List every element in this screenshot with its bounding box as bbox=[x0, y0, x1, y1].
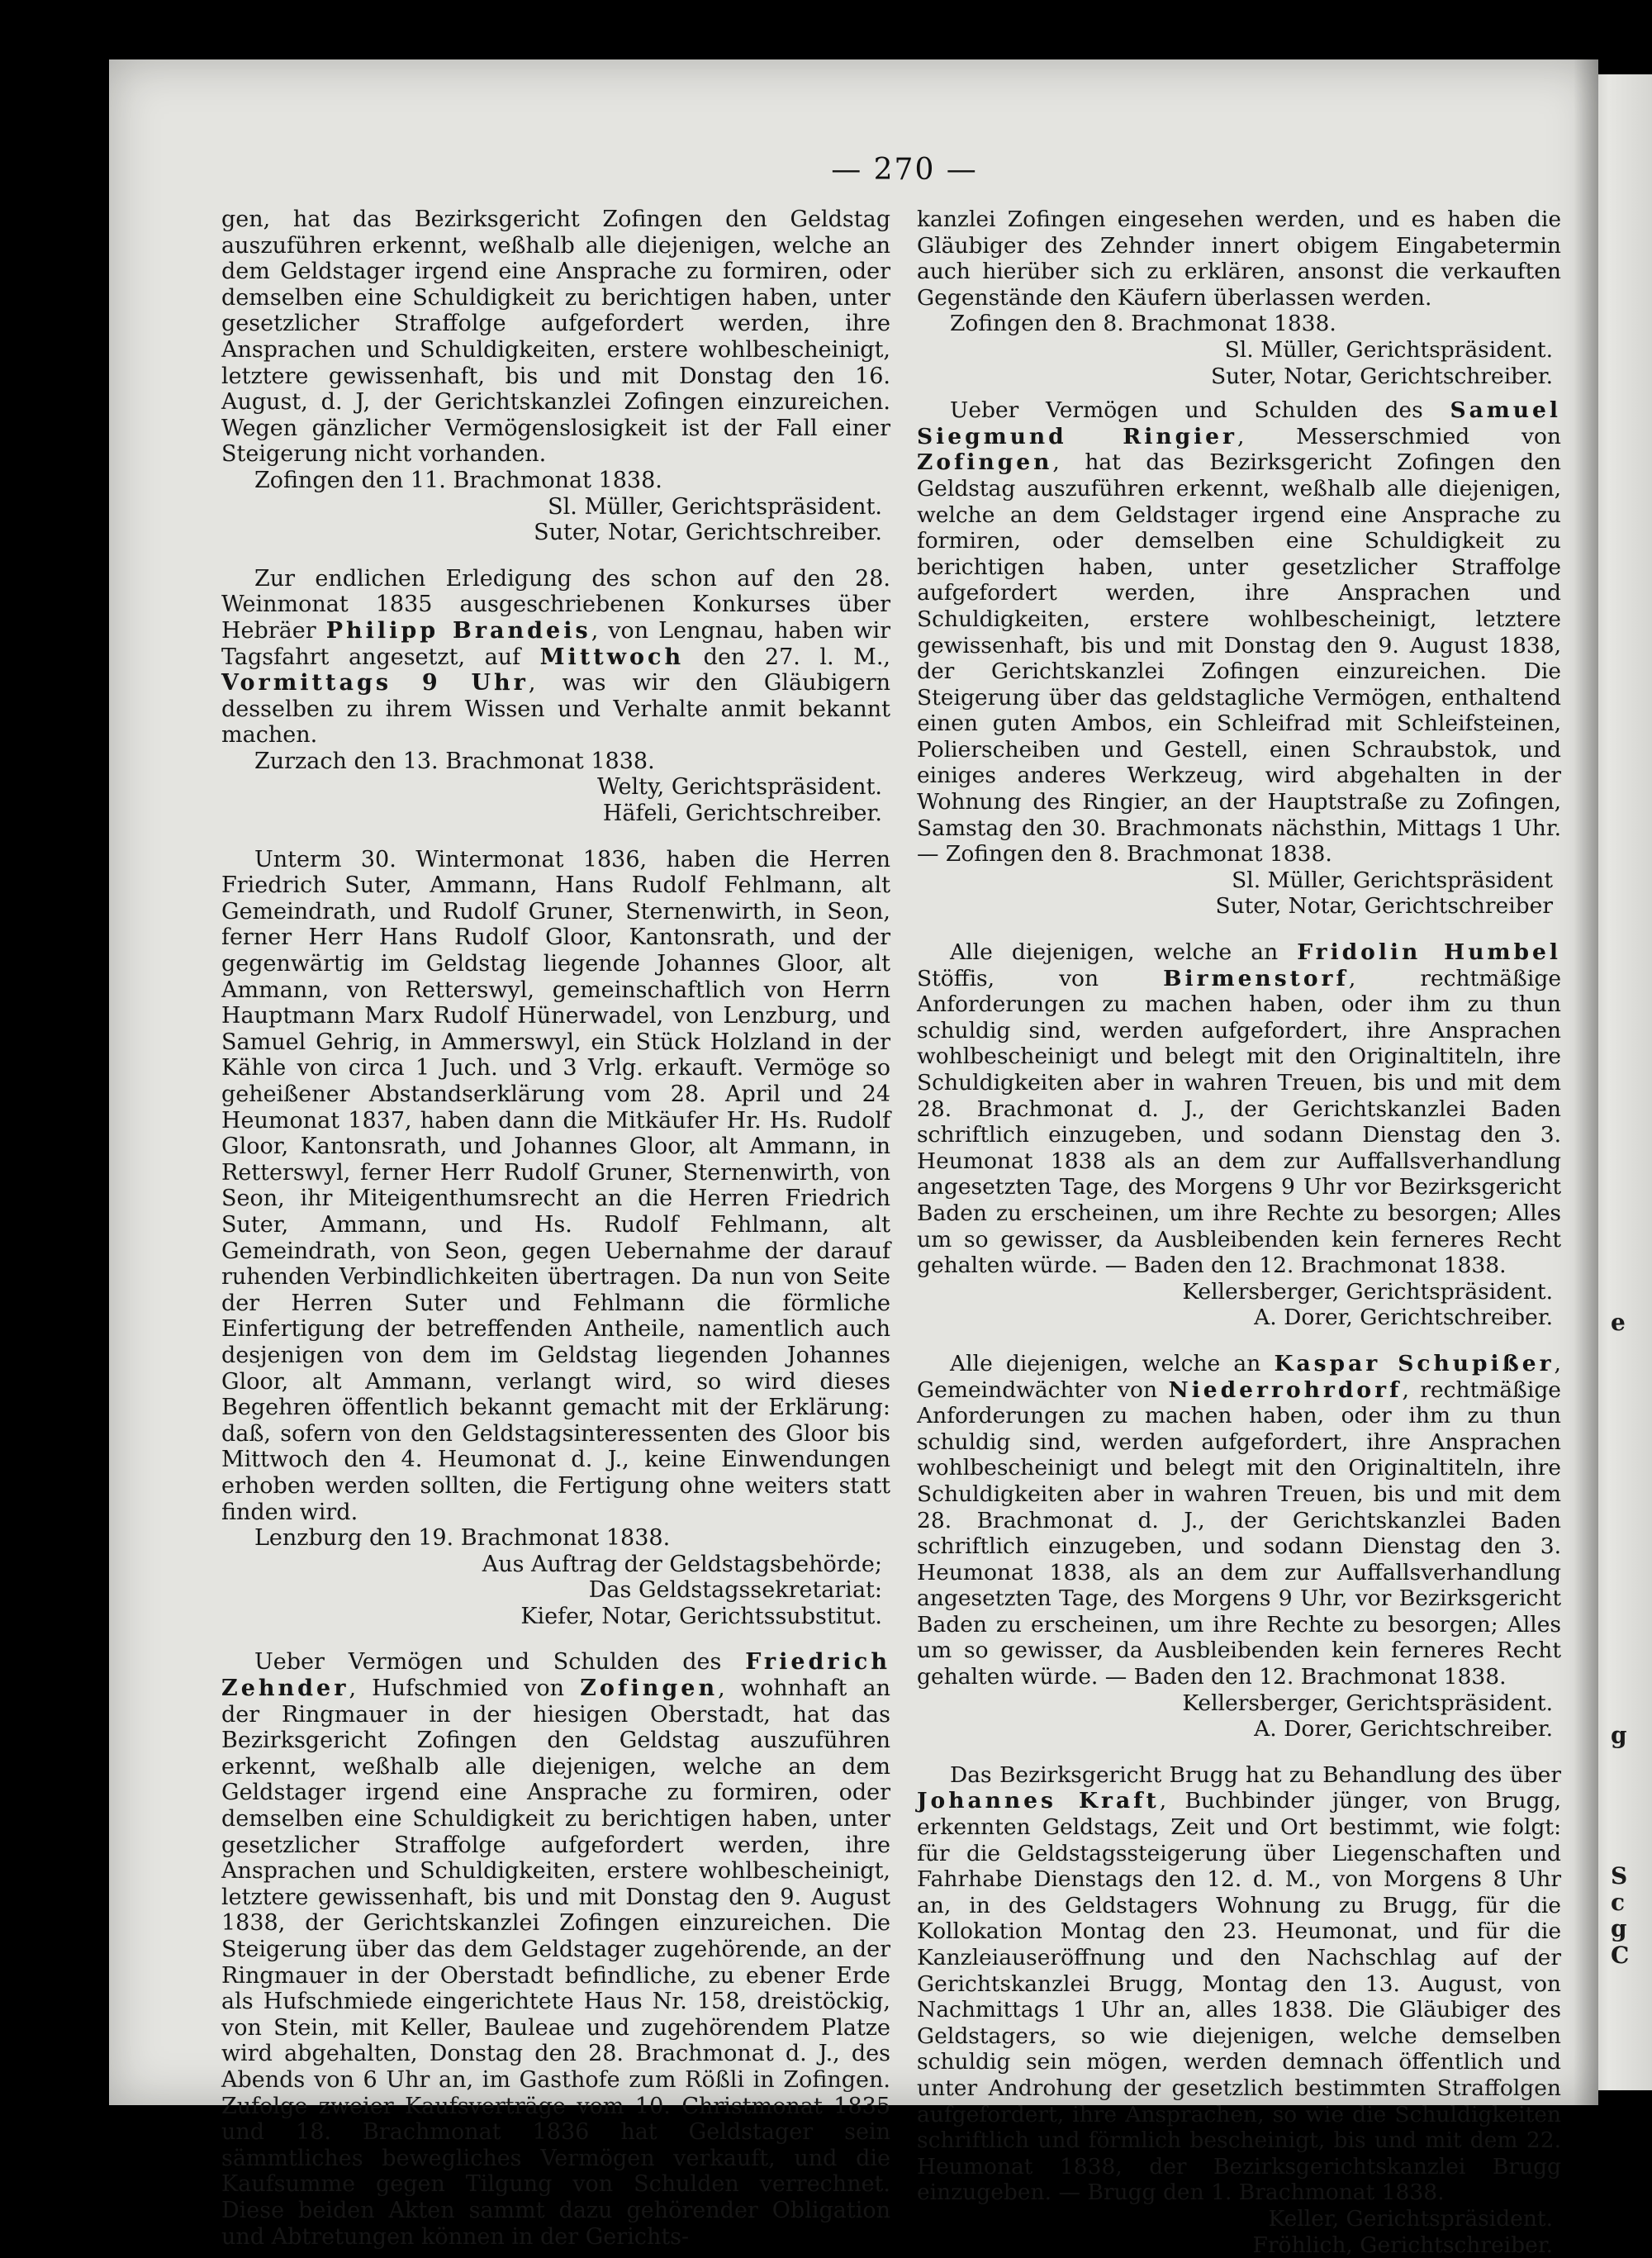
margin-fragment: g bbox=[1611, 1722, 1627, 1749]
signature-president: Kellersberger, Gerichtspräsident. bbox=[1182, 1278, 1553, 1305]
notice-date: Lenzburg den 19. Brachmonat 1838. bbox=[254, 1525, 671, 1552]
margin-fragment: c bbox=[1611, 1889, 1626, 1916]
notice-text: , rechtmäßige Anforderungen zu machen haben, oder ihm zu thun schuldig sind, werden aufgefordert, ihre Ansprachen wohlbescheinigt und belegt mit den Originaltiteln, ihre Schuldigkeiten aber in wahren Treuen, bis und mit dem 28. Brachmonat d. J., der Gerichtskanzlei Baden schriftlich einzugeben, und sodann Dienstag den 3. Heumonat 1838, als an dem zur Auffallsverhandlung angesetzten Tage, des Morgens 9 Uhr, vor Bezirksgericht Baden zu erscheinen, um ihre Rechte zu besorgen; Alles um so gewisser, da Ausbleibenden kein ferneres Recht gehalten würde. — Baden den 12. Brachmonat 1838. bbox=[917, 1376, 1561, 1690]
notice-body: kanzlei Zofingen eingesehen werden, und es haben die Gläubiger des Zehnder innert obigem Eingabetermin auch hierüber sich zu erklären, ansonst die verkauften Gegenstände den Käufern überlassen werden. bbox=[917, 207, 1561, 311]
margin-fragment: e bbox=[1611, 1309, 1626, 1336]
person-name: Fridolin Humbel bbox=[1297, 939, 1561, 966]
person-name: Philipp Brandeis bbox=[325, 617, 591, 644]
notice-schupisser bbox=[917, 1351, 1561, 1742]
place-name: Niederrohrdorf bbox=[1168, 1376, 1403, 1403]
notice-date: Zurzach den 13. Brachmonat 1838. bbox=[254, 748, 655, 774]
notice-text: Alle diejenigen, welche an bbox=[950, 939, 1279, 966]
notice-text: , Buchbinder jünger, von Brugg, erkennten Geldstags, Zeit und Ort bestimmt, wie folgt: für die Geldstagssteigerung über Liegenschaften und Fahrhabe Dienstags den 12. d. M., von Morgens 8 Uhr an, in des Geldstagers Wohnung zu Brugg, für die Kollokation Montag den 23. Heumonat, und für die Kanzleiauseröffnung und den Nachschlag auf der Gerichtskanzlei Brugg, Montag den 13. August, von Nachmittags 1 Uhr an, alles 1838. Die Gläubiger des Geldstagers, so wie diejenigen, welche demselben schuldig sein mögen, werden demnach öffentlich und unter Androhung der gesetzlich bestimmten Straffolgen aufgefordert, ihre Ansprachen, so wie die Schuldigkeiten schriftlich und förmlich bescheinigt, bis und mit dem 22. Heumonat 1838, der Bezirksgerichtskanzlei Brugg einzugeben. — Brugg den 1. Brachmonat 1838. bbox=[917, 1788, 1561, 2206]
notice-text: , was wir den Gläubigern desselben zu ihrem Wissen und Verhalte anmit bekannt machen. bbox=[221, 670, 890, 749]
signature-clerk: Suter, Notar, Gerichtschreiber bbox=[1215, 893, 1553, 920]
signature-clerk: A. Dorer, Gerichtschreiber. bbox=[1254, 1305, 1553, 1331]
notice-brandeis bbox=[221, 566, 890, 827]
margin-fragment: C bbox=[1611, 1942, 1630, 1969]
signature-substitute: Kiefer, Notar, Gerichtssubstitut. bbox=[520, 1603, 882, 1629]
notice-kraft bbox=[917, 1762, 1561, 2258]
signature-president: Kellersberger, Gerichtspräsident. bbox=[1182, 1690, 1553, 1716]
notice-date: Zofingen den 11. Brachmonat 1838. bbox=[254, 467, 662, 493]
place-name: Zofingen bbox=[580, 1676, 719, 1702]
notice-text: Ueber Vermögen und Schulden des bbox=[950, 397, 1423, 424]
signature-president: Sl. Müller, Gerichtspräsident. bbox=[548, 493, 882, 520]
signature-secretariat: Das Geldstagssekretariat: bbox=[588, 1577, 882, 1604]
notice-zehnder-continued bbox=[917, 207, 1561, 389]
person-name: Johannes Kraft bbox=[917, 1788, 1160, 1814]
page-number: — 270 — bbox=[831, 153, 978, 187]
notice-body bbox=[917, 397, 1561, 868]
notice-text: Stöffis, von bbox=[917, 965, 1099, 991]
notice-text: , Gemeindwächter von bbox=[917, 1350, 1561, 1403]
signature-clerk: Suter, Notar, Gerichtschreiber. bbox=[534, 520, 882, 546]
next-page-edge bbox=[1590, 74, 1652, 2090]
notice-text: , wohnhaft an der Ringmauer in der hiesigen Oberstadt, hat das Bezirksgericht Zofingen den Geldstag auszuführen erkennt, weßhalb alle diejenigen, welche an dem Geldstager irgend eine Ansprache zu formiren, oder demselben eine Schuldigkeit zu berichtigen haben, unter gesetzlicher Straffolge aufgefordert werden, ihre Ansprachen und Schuldigkeiten, erstere wohlbescheinigt, letztere gewissenhaft, bis und mit Donstag den 9. August 1838, der Gerichtskanzlei Zofingen einzureichen. Die Steigerung über das dem Geldstager zugehörende, an der Ringmauer in der Oberstadt befindliche, zu ebener Erde als Hufschmiede eingerichtete Haus Nr. 158, dreistöckig, von Stein, mit Keller, Bauleae und zugehörendem Platze wird abgehalten, Donstag den 28. Brachmonat d. J., des Abends von 6 Uhr an, im Gasthofe zum Rößli in Zofingen. Zufolge zweier Kaufsverträge vom 10. Christmonat 1835 und 18. Brachmonat 1836 hat Geldstager sein sämmtliches bewegliches Vermögen verkauft, und die Kaufsumme gegen Tilgung von Schulden verrechnet. Diese beiden Akten sammt dazu gehörender Obligation und Abtretungen können in der Gerichts- bbox=[221, 1676, 890, 2250]
margin-fragment: g bbox=[1611, 1915, 1627, 1942]
notice-text: Zur endlichen Erledigung des schon auf den 28. Weinmonat 1835 ausgeschriebenen Konkurses über Hebräer bbox=[221, 565, 890, 644]
notice-text: , hat das Bezirksgericht Zofingen den Geldstag auszuführen erkennt, weßhalb alle diejenigen, welche an dem Geldstager irgend eine Ansprache zu formiren, oder demselben eine Schuldigkeit zu berichtigen haben, unter gesetzlicher Straffolge aufgefordert werden, ihre Ansprachen und Schuldigkeiten, erstere wohlbescheinigt, letztere gewissenhaft, bis und mit Donstag den 9. August 1838, der Gerichtskanzlei Zofingen einzureichen. Die Steigerung über das geldstagliche Vermögen, enthaltend einen guten Ambos, ein Schleifrad mit Schleifsteinen, Polierscheiben und Gestell, einen Schraubstok, und einiges anderes Werkzeug, wird abgehalten in der Wohnung des Ringier, an der Hauptstraße zu Zofingen, Samstag den 30. Brachmonats nächsthin, Mittags 1 Uhr. — Zofingen den 8. Brachmonat 1838. bbox=[917, 449, 1561, 868]
notice-text: , Hufschmied von bbox=[349, 1676, 565, 1702]
place-name: Birmenstorf bbox=[1163, 965, 1349, 991]
meeting-time: Vormittags 9 Uhr bbox=[221, 670, 529, 696]
notice-body bbox=[917, 939, 1561, 1279]
notice-zehnder bbox=[221, 1649, 890, 2250]
notice-body bbox=[221, 566, 890, 749]
notice-geldstag-continued bbox=[221, 207, 890, 546]
signature-president: Welty, Gerichtspräsident. bbox=[596, 774, 882, 801]
notice-body bbox=[221, 1649, 890, 2250]
person-name: Kaspar Schupißer bbox=[1274, 1350, 1555, 1376]
notice-body: Unterm 30. Wintermonat 1836, haben die Herren Friedrich Suter, Ammann, Hans Rudolf Fehlmann, alt Gemeindrath, und Rudolf Gruner, Sternenwirth, in Seon, ferner Herr Hans Rudolf Gloor, Kantonsrath, und der gegenwärtig im Geldstag liegende Johannes Gloor, alt Ammann, von Retterswyl, gemeinschaftlich von Herrn Hauptmann Marx Rudolf Hünerwadel, von Lenzburg, und Samuel Gehrig, in Ammerswyl, ein Stück Holzland in der Kähle von circa 1 Juch. und 3 Vrlg. erkauft. Vermöge so geheißener Abstandserklärung vom 28. April und 24 Heumonat 1837, haben dann die Mitkäufer Hr. Hs. Rudolf Gloor, Kantonsrath, und Johannes Gloor, alt Ammann, in Retterswyl, ferner Herr Rudolf Gruner, Sternenwirth, von Seon, ihr Miteigenthumsrecht an die Herren Friedrich Suter, Ammann, und Hs. Rudolf Fehlmann, alt Gemeindrath, von Seon, gegen Uebernahme der darauf ruhenden Verbindlichkeiten übertragen. Da nun von Seite der Herren Suter und Fehlmann die förmliche Einfertigung der betreffenden Antheile, namentlich auch desjenigen von dem im Geldstag liegenden Johannes Gloor, alt Ammann, verlangt wird, so wird dieses Begehren öffentlich bekannt gemacht mit der Erklärung: daß, sofern von den Geldstagsinteressenten des Gloor bis Mittwoch den 4. Heumonat d. J., keine Einwendungen erhoben werden sollten, die Fertigung ohne weiters statt finden wird. bbox=[221, 846, 890, 1525]
notice-text: , Messerschmied von bbox=[1237, 423, 1561, 449]
page-fold-shadow bbox=[1574, 59, 1598, 2105]
notice-text: Alle diejenigen, welche an bbox=[950, 1350, 1261, 1376]
notice-body bbox=[917, 1762, 1561, 2206]
left-column bbox=[221, 207, 891, 2250]
signature-authority: Aus Auftrag der Geldstagsbehörde; bbox=[482, 1551, 882, 1577]
notice-body bbox=[917, 1351, 1561, 1690]
notice-humbel bbox=[917, 939, 1561, 1331]
signature-clerk: A. Dorer, Gerichtschreiber. bbox=[1254, 1716, 1553, 1742]
notice-date: Zofingen den 8. Brachmonat 1838. bbox=[950, 311, 1336, 337]
signature-president: Sl. Müller, Gerichtspräsident. bbox=[1224, 336, 1553, 363]
place-name: Zofingen bbox=[917, 449, 1053, 476]
notice-ringier bbox=[917, 397, 1561, 920]
right-column bbox=[917, 207, 1561, 2258]
signature-president: Keller, Gerichtspräsident. bbox=[1268, 2205, 1553, 2232]
person-name: Friedrich Zehnder bbox=[221, 1649, 890, 1702]
signature-president: Sl. Müller, Gerichtspräsident bbox=[1232, 867, 1553, 893]
notice-body: gen, hat das Bezirksgericht Zofingen den Geldstag auszuführen erkennt, weßhalb alle diejenigen, welche an dem Geldstager irgend eine Ansprache zu formiren, oder demselben eine Schuldigkeit zu berichtigen haben, unter gesetzlicher Straffolge aufgefordert werden, ihre Ansprachen und Schuldigkeiten, erstere wohlbescheinigt, letztere gewissenhaft, bis und mit Donstag den 16. August, d. J, der Gerichtskanzlei Zofingen einzureichen. Wegen gänzlicher Vermögenslosigkeit ist der Fall einer Steigerung nicht vorhanden. bbox=[221, 207, 890, 468]
notice-text: , von Lengnau, haben wir Tagsfahrt angesetzt, auf bbox=[221, 617, 891, 670]
signature-clerk: Häfeli, Gerichtschreiber. bbox=[602, 801, 882, 827]
person-name: Samuel Siegmund Ringier bbox=[917, 397, 1561, 449]
notice-text: Ueber Vermögen und Schulden des bbox=[254, 1649, 722, 1676]
weekday: Mittwoch bbox=[539, 644, 685, 670]
notice-text: den 27. l. M., bbox=[703, 644, 890, 670]
notice-text: , rechtmäßige Anforderungen zu machen haben, oder ihm zu thun schuldig sind, werden aufgefordert, ihre Ansprachen wohlbescheinigt und belegt mit den Originaltiteln, ihre Schuldigkeiten aber in wahren Treuen, bis und mit dem 28. Brachmonat d. J., der Gerichtskanzlei Baden schriftlich einzugeben, und sodann Dienstag den 3. Heumonat 1838 als an dem zur Auffallsverhandlung angesetzten Tage, des Morgens 9 Uhr vor Bezirksgericht Baden zu erscheinen, um ihre Rechte zu besorgen; Alles um so gewisser, da Ausbleibenden kein ferneres Recht gehalten würde. — Baden den 12. Brachmonat 1838. bbox=[917, 965, 1561, 1279]
notice-text: Das Bezirksgericht Brugg hat zu Behandlung des über bbox=[950, 1761, 1561, 1788]
signature-clerk: Suter, Notar, Gerichtschreiber. bbox=[1210, 363, 1553, 389]
notice-fertigung bbox=[221, 847, 890, 1630]
signature-clerk: Fröhlich, Gerichtschreiber. bbox=[1252, 2232, 1553, 2258]
margin-fragment: S bbox=[1611, 1862, 1628, 1890]
